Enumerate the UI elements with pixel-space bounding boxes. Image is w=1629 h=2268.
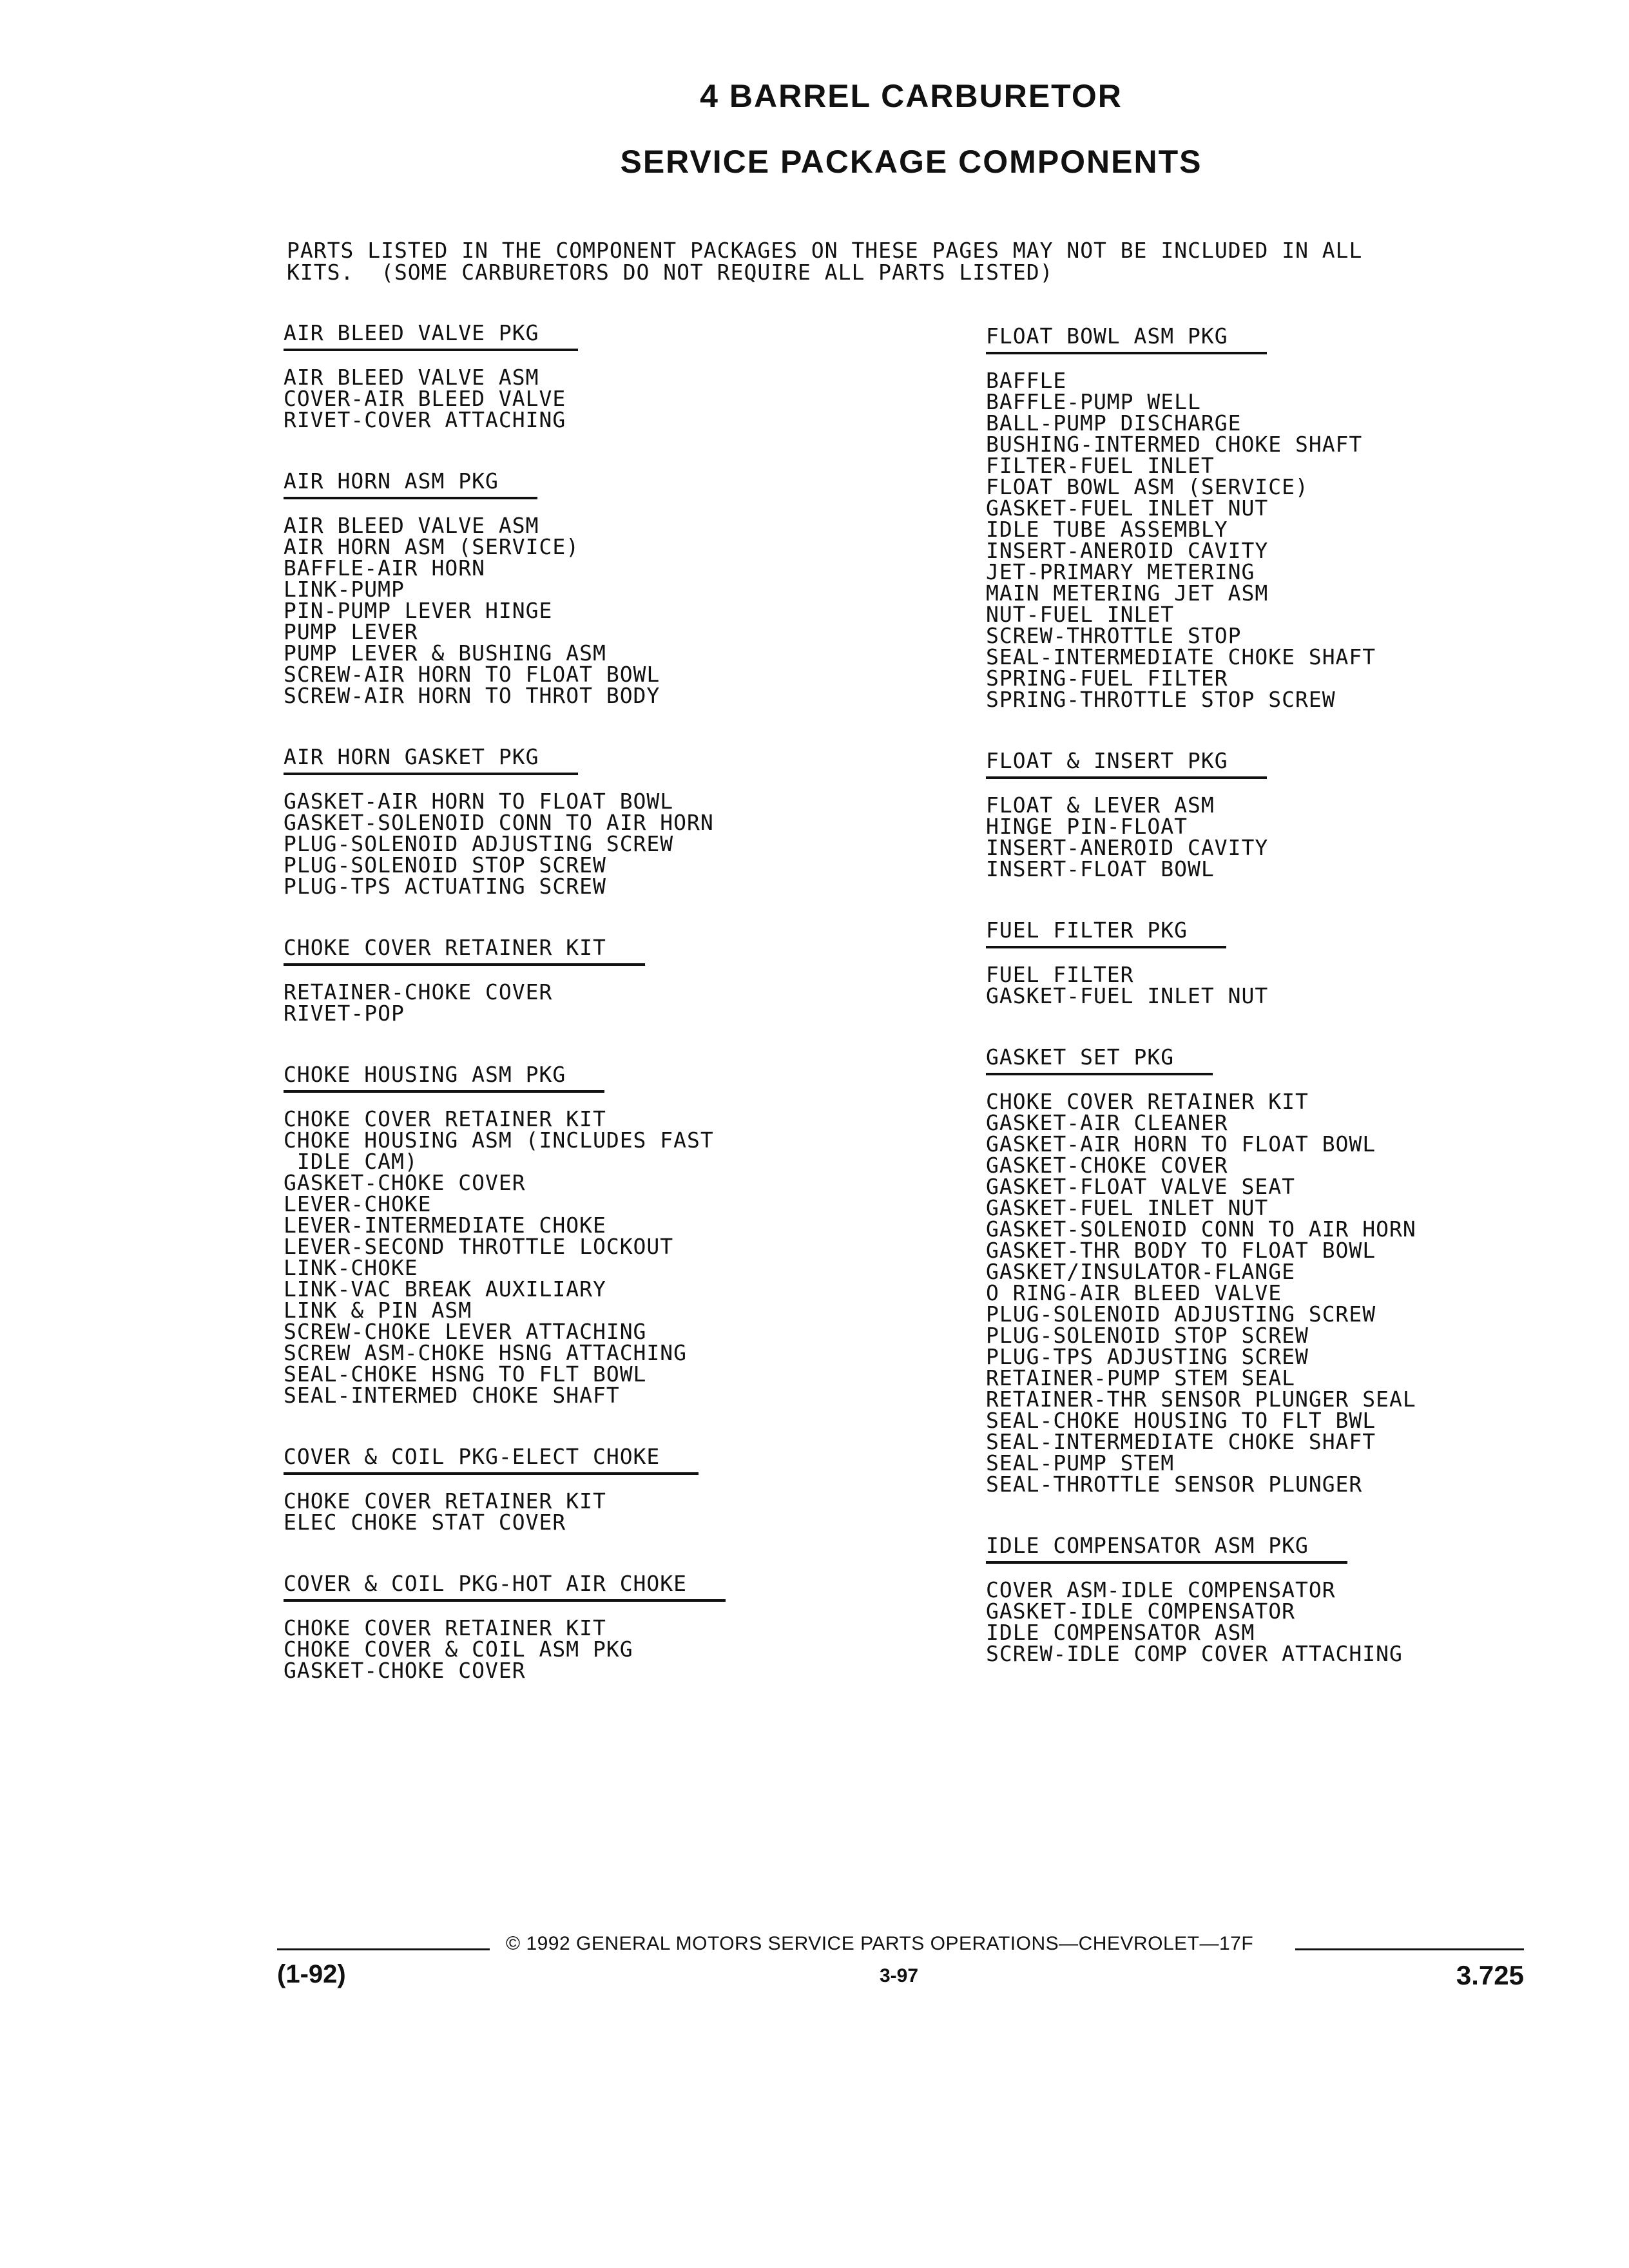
package-item: LEVER-INTERMEDIATE CHOKE: [284, 1213, 606, 1238]
package-item: AIR HORN ASM (SERVICE): [284, 534, 580, 559]
package-item: JET-PRIMARY METERING: [986, 559, 1255, 584]
package-item: FILTER-FUEL INLET: [986, 453, 1215, 478]
package-item: RETAINER-THR SENSOR PLUNGER SEAL: [986, 1387, 1416, 1412]
package-item: CHOKE HOUSING ASM (INCLUDES FAST: [284, 1128, 714, 1153]
package-title: CHOKE HOUSING ASM PKG: [284, 1064, 604, 1093]
package-item: BUSHING-INTERMED CHOKE SHAFT: [986, 432, 1363, 457]
package-item: SEAL-PUMP STEM: [986, 1450, 1175, 1475]
package-item: SEAL-INTERMEDIATE CHOKE SHAFT: [986, 1429, 1376, 1454]
package-item: SEAL-THROTTLE SENSOR PLUNGER: [986, 1472, 1363, 1497]
package-item: RIVET-COVER ATTACHING: [284, 407, 566, 432]
package-item-list: [986, 1091, 1566, 1495]
package-title: FLOAT & INSERT PKG: [986, 750, 1267, 779]
package-item: GASKET/INSULATOR-FLANGE: [986, 1259, 1295, 1284]
left-column: [284, 322, 967, 1721]
package-item: LINK-VAC BREAK AUXILIARY: [284, 1276, 606, 1302]
package-item-list: [986, 964, 1566, 1006]
package-block: [284, 322, 967, 430]
package-item: BAFFLE-AIR HORN: [284, 555, 486, 581]
package-item: IDLE COMPENSATOR ASM: [986, 1620, 1255, 1645]
package-item: GASKET-FLOAT VALVE SEAT: [986, 1174, 1295, 1199]
package-item: PLUG-TPS ACTUATING SCREW: [284, 874, 606, 899]
package-item: GASKET-FUEL INLET NUT: [986, 983, 1269, 1008]
package-title: FUEL FILTER PKG: [986, 919, 1226, 948]
package-item: RETAINER-CHOKE COVER: [284, 979, 553, 1004]
package-item: GASKET-AIR CLEANER: [986, 1110, 1228, 1135]
page-title: 4 BARREL CARBURETOR: [700, 78, 1123, 114]
package-item-list: [986, 1579, 1566, 1664]
package-item: ELEC CHOKE STAT COVER: [284, 1510, 566, 1535]
package-item: SCREW-IDLE COMP COVER ATTACHING: [986, 1641, 1403, 1666]
package-block: [986, 1046, 1566, 1495]
package-block: [986, 750, 1566, 879]
package-block: [284, 470, 967, 706]
page-subtitle: SERVICE PACKAGE COMPONENTS: [620, 144, 1202, 180]
package-item: LEVER-SECOND THROTTLE LOCKOUT: [284, 1234, 674, 1259]
package-item: GASKET-SOLENOID CONN TO AIR HORN: [986, 1216, 1416, 1242]
package-item-list: [284, 1108, 967, 1406]
package-item: RIVET-POP: [284, 1001, 405, 1026]
package-block: [284, 1573, 967, 1681]
package-item: INSERT-ANEROID CAVITY: [986, 538, 1269, 563]
package-item: PLUG-SOLENOID STOP SCREW: [284, 852, 606, 878]
package-item: SCREW-THROTTLE STOP: [986, 623, 1242, 648]
package-item: MAIN METERING JET ASM: [986, 581, 1269, 606]
package-item-list: [284, 981, 967, 1024]
package-item: AIR BLEED VALVE ASM: [284, 513, 539, 538]
package-block: [284, 1446, 967, 1533]
package-item: GASKET-SOLENOID CONN TO AIR HORN: [284, 810, 714, 835]
package-item: LINK-CHOKE: [284, 1255, 418, 1280]
package-item: GASKET-AIR HORN TO FLOAT BOWL: [986, 1131, 1376, 1157]
package-item: COVER ASM-IDLE COMPENSATOR: [986, 1577, 1336, 1602]
package-block: [284, 746, 967, 897]
footer-section-number: 3.725: [1456, 1960, 1524, 1990]
package-item: PLUG-TPS ADJUSTING SCREW: [986, 1344, 1309, 1369]
package-item: INSERT-ANEROID CAVITY: [986, 835, 1269, 860]
package-title: AIR HORN ASM PKG: [284, 470, 537, 499]
package-item: PUMP LEVER: [284, 619, 418, 644]
package-title: AIR HORN GASKET PKG: [284, 746, 578, 775]
package-title: FLOAT BOWL ASM PKG: [986, 325, 1267, 354]
package-item: SCREW-AIR HORN TO FLOAT BOWL: [284, 662, 660, 687]
package-item: LEVER-CHOKE: [284, 1191, 432, 1216]
package-item: PLUG-SOLENOID ADJUSTING SCREW: [284, 831, 674, 856]
right-column: [986, 325, 1566, 1704]
package-item: BAFFLE: [986, 368, 1067, 393]
package-item-list: [284, 1617, 967, 1681]
package-item: FLOAT & LEVER ASM: [986, 793, 1215, 818]
package-item: GASKET-FUEL INLET NUT: [986, 1195, 1269, 1220]
package-item: FUEL FILTER: [986, 962, 1134, 987]
package-item: INSERT-FLOAT BOWL: [986, 856, 1215, 881]
package-title: AIR BLEED VALVE PKG: [284, 322, 578, 351]
package-item: IDLE TUBE ASSEMBLY: [986, 517, 1228, 542]
package-item: SEAL-CHOKE HOUSING TO FLT BWL: [986, 1408, 1376, 1433]
package-item: HINGE PIN-FLOAT: [986, 814, 1188, 839]
package-item: RETAINER-PUMP STEM SEAL: [986, 1365, 1295, 1390]
package-item: CHOKE COVER RETAINER KIT: [284, 1615, 606, 1640]
package-item-list: [284, 367, 967, 430]
package-title: CHOKE COVER RETAINER KIT: [284, 937, 645, 966]
package-item: SPRING-FUEL FILTER: [986, 666, 1228, 691]
package-item-list: [986, 794, 1566, 879]
package-title: IDLE COMPENSATOR ASM PKG: [986, 1535, 1347, 1564]
package-item: NUT-FUEL INLET: [986, 602, 1175, 627]
package-block: [986, 325, 1566, 710]
package-block: [284, 1064, 967, 1406]
package-item: PIN-PUMP LEVER HINGE: [284, 598, 553, 623]
footer-page-number: 3-97: [880, 1965, 919, 1986]
package-title: COVER & COIL PKG-HOT AIR CHOKE: [284, 1573, 726, 1602]
package-item: GASKET-IDLE COMPENSATOR: [986, 1599, 1295, 1624]
package-item: SEAL-CHOKE HSNG TO FLT BOWL: [284, 1361, 647, 1387]
package-item: PLUG-SOLENOID ADJUSTING SCREW: [986, 1302, 1376, 1327]
package-block: [284, 937, 967, 1024]
package-block: [986, 919, 1566, 1006]
package-title: COVER & COIL PKG-ELECT CHOKE: [284, 1446, 699, 1475]
footer-rule-right: [1295, 1948, 1524, 1950]
package-item: BALL-PUMP DISCHARGE: [986, 410, 1242, 436]
package-item: CHOKE COVER & COIL ASM PKG: [284, 1637, 633, 1662]
package-item: CHOKE COVER RETAINER KIT: [284, 1488, 606, 1514]
package-item: GASKET-CHOKE COVER: [284, 1658, 526, 1683]
package-item: COVER-AIR BLEED VALVE: [284, 386, 566, 411]
package-item: SCREW ASM-CHOKE HSNG ATTACHING: [284, 1340, 688, 1365]
package-item-list: [986, 370, 1566, 710]
package-item: CHOKE COVER RETAINER KIT: [284, 1106, 606, 1131]
package-title: GASKET SET PKG: [986, 1046, 1213, 1075]
package-item: O RING-AIR BLEED VALVE: [986, 1280, 1282, 1305]
package-item: GASKET-CHOKE COVER: [284, 1170, 526, 1195]
package-item: PUMP LEVER & BUSHING ASM: [284, 640, 606, 666]
package-item: SPRING-THROTTLE STOP SCREW: [986, 687, 1336, 712]
footer-copyright: © 1992 GENERAL MOTORS SERVICE PARTS OPERATIONS—CHEVROLET—17F: [506, 1933, 1254, 1954]
package-item: PLUG-SOLENOID STOP SCREW: [986, 1323, 1309, 1348]
package-item-list: [284, 515, 967, 706]
footer-rule-left: [277, 1948, 490, 1950]
package-item: SCREW-AIR HORN TO THROT BODY: [284, 683, 660, 708]
package-block: [986, 1535, 1566, 1664]
package-item: SCREW-CHOKE LEVER ATTACHING: [284, 1319, 647, 1344]
footer-revision-code: (1-92): [277, 1960, 346, 1988]
package-item: SEAL-INTERMED CHOKE SHAFT: [284, 1383, 620, 1408]
package-item: IDLE CAM): [284, 1149, 418, 1174]
package-item: GASKET-THR BODY TO FLOAT BOWL: [986, 1238, 1376, 1263]
package-item: LINK & PIN ASM: [284, 1298, 472, 1323]
package-item: CHOKE COVER RETAINER KIT: [986, 1089, 1309, 1114]
package-item: GASKET-AIR HORN TO FLOAT BOWL: [284, 789, 674, 814]
intro-note: PARTS LISTED IN THE COMPONENT PACKAGES ON THESE PAGES MAY NOT BE INCLUDED IN ALL KITS. (SOME CARBURETORS DO NOT REQUIRE ALL PARTS LISTED): [287, 238, 1363, 285]
package-item: AIR BLEED VALVE ASM: [284, 365, 539, 390]
package-item-list: [284, 1490, 967, 1533]
package-item: BAFFLE-PUMP WELL: [986, 389, 1201, 414]
package-item-list: [284, 791, 967, 897]
package-item: LINK-PUMP: [284, 577, 405, 602]
package-item: FLOAT BOWL ASM (SERVICE): [986, 474, 1309, 499]
package-item: GASKET-FUEL INLET NUT: [986, 495, 1269, 521]
package-item: GASKET-CHOKE COVER: [986, 1153, 1228, 1178]
package-item: SEAL-INTERMEDIATE CHOKE SHAFT: [986, 644, 1376, 669]
